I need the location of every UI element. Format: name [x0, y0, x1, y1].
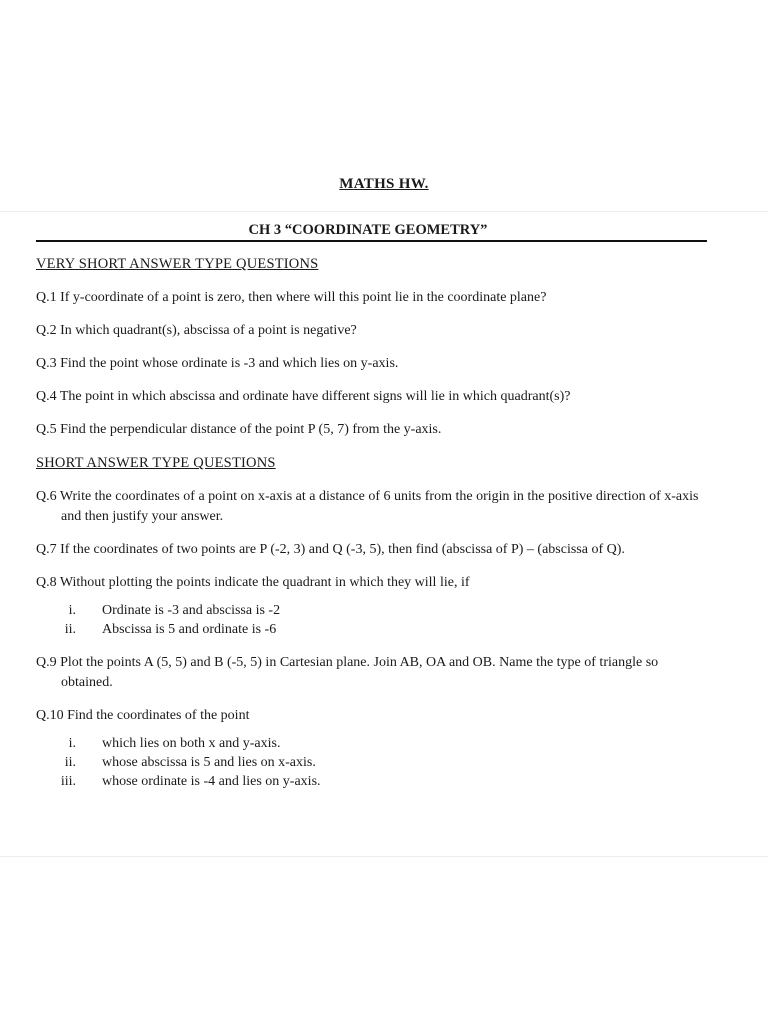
question-text: Q.1 If y-coordinate of a point is zero, then where will this point lie in the coordinate plane? [36, 290, 547, 305]
question-text: Q.6 Write the coordinates of a point on x-axis at a distance of 6 units from the origin in the positive direction of x-axis and then justify your answer. [36, 489, 699, 524]
sub-question-text: which lies on both x and y-axis. [102, 736, 281, 751]
sub-question [36, 601, 708, 620]
sub-question [36, 734, 708, 753]
page-divider-top [0, 211, 768, 212]
document-title: MATHS HW. [339, 176, 429, 192]
question-item [36, 420, 708, 440]
section-heading: SHORT ANSWER TYPE QUESTIONS [36, 455, 276, 471]
question-item [36, 706, 708, 791]
question-text: Q.7 If the coordinates of two points are P (-2, 3) and Q (-3, 5), then find (abscissa of P) – (abscissa of Q). [36, 542, 625, 557]
question-item [36, 321, 708, 341]
heading-rule [36, 240, 707, 242]
question-item [36, 354, 708, 374]
sub-question-text: whose ordinate is -4 and lies on y-axis. [102, 774, 321, 789]
sub-question-number: i. [68, 736, 76, 751]
sub-question-text: Ordinate is -3 and abscissa is -2 [102, 603, 281, 618]
question-item [36, 487, 708, 527]
question-text: Q.9 Plot the points A (5, 5) and B (-5, 5) in Cartesian plane. Join AB, OA and OB. Name the type of triangle so obtained. [36, 655, 659, 690]
sub-question-number: i. [68, 603, 76, 618]
question-item [36, 573, 708, 639]
question-item [36, 387, 708, 407]
sub-question-list [36, 734, 708, 791]
sub-question-number: ii. [64, 755, 76, 770]
sub-question-number: ii. [64, 622, 76, 637]
question-list [36, 254, 708, 805]
chapter-heading: CH 3 “COORDINATE GEOMETRY” [248, 222, 488, 238]
sub-question [36, 753, 708, 772]
question-text: Q.4 The point in which abscissa and ordinate have different signs will lie in which quadrant(s)? [36, 389, 571, 404]
question-text: Q.10 Find the coordinates of the point [36, 708, 250, 723]
question-text: Q.8 Without plotting the points indicate the quadrant in which they will lie, if [36, 575, 470, 590]
section-heading: VERY SHORT ANSWER TYPE QUESTIONS [36, 256, 319, 272]
sub-question-number: iii. [60, 774, 76, 789]
sub-question-text: whose abscissa is 5 and lies on x-axis. [102, 755, 316, 770]
question-text: Q.3 Find the point whose ordinate is -3 and which lies on y-axis. [36, 356, 399, 371]
sub-question-list [36, 601, 708, 639]
question-item [36, 540, 708, 560]
sub-question [36, 620, 708, 639]
sub-question [36, 772, 708, 791]
question-text: Q.5 Find the perpendicular distance of the point P (5, 7) from the y-axis. [36, 422, 442, 437]
sub-question-text: Abscissa is 5 and ordinate is -6 [102, 622, 277, 637]
question-text: Q.2 In which quadrant(s), abscissa of a point is negative? [36, 323, 357, 338]
page-divider-bottom [0, 856, 768, 857]
question-item [36, 288, 708, 308]
question-item [36, 653, 708, 693]
